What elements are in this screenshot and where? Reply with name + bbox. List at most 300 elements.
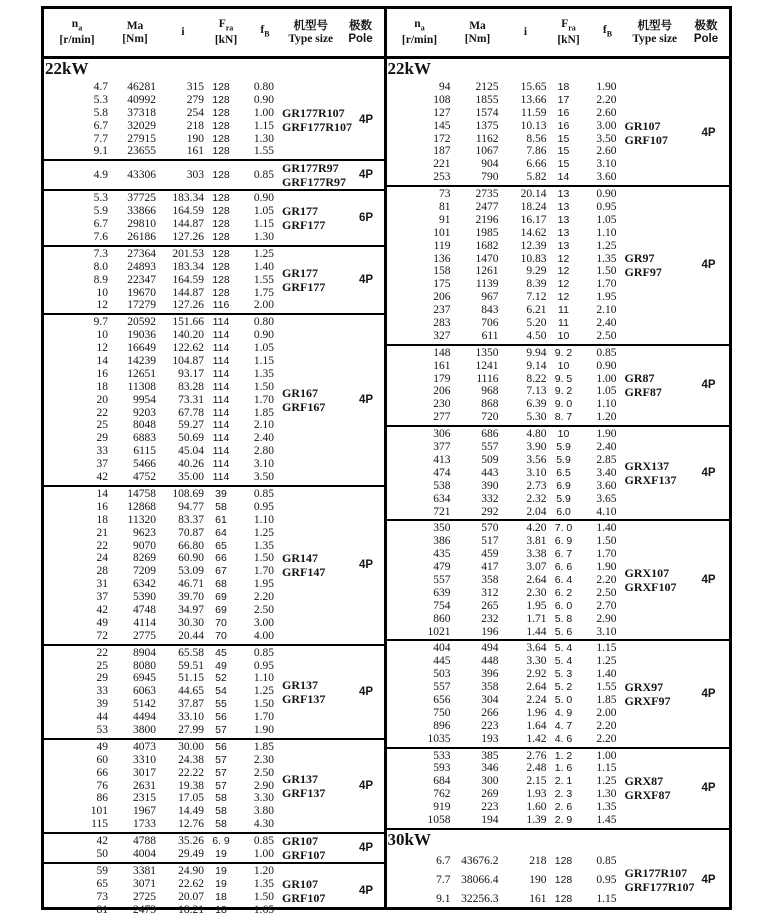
fra-value: 10 (557, 329, 570, 342)
fb-value: 1.50 (253, 890, 274, 903)
spec-group (387, 749, 730, 830)
ma-value: 5466 (133, 458, 156, 471)
na-value: 639 (433, 586, 451, 599)
type-size-line: GRF87 (624, 385, 662, 400)
i-value: 33.10 (178, 711, 204, 724)
i-value: 37.87 (178, 698, 204, 711)
ma-value: 19036 (127, 329, 156, 342)
table-row (387, 548, 621, 561)
fb-value: 1.50 (253, 552, 274, 565)
spec-rows (44, 740, 278, 832)
fb-value: 3.10 (253, 458, 274, 471)
na-value: 28 (96, 565, 108, 578)
ma-value: 4752 (133, 471, 156, 484)
col-header-i: i (523, 26, 528, 38)
type-size-label (621, 119, 689, 147)
ma-value: 358 (481, 681, 499, 694)
ma-value: 1116 (476, 372, 499, 385)
fra-value: 66 (215, 552, 227, 565)
fra-value: 10 (557, 428, 570, 441)
fra-value: 57 (215, 779, 227, 792)
i-value: 15.65 (520, 81, 547, 93)
na-value: 49 (96, 740, 108, 753)
fra-value: 69 (215, 591, 227, 604)
fb-value: 0.90 (253, 192, 274, 205)
fb-value: 1.70 (253, 565, 274, 578)
fra-value: 5. 2 (554, 681, 573, 694)
ma-value: 8269 (133, 552, 156, 565)
ma-value: 37725 (127, 192, 156, 205)
ma-value: 4114 (133, 616, 156, 629)
fra-value: 18 (557, 81, 570, 93)
i-value: 161 (529, 892, 547, 905)
type-size-line: GRX97 (624, 679, 664, 694)
i-value: 10.83 (520, 252, 547, 265)
table-frame (41, 6, 732, 916)
table-row (387, 94, 621, 107)
fra-value: 128 (554, 892, 573, 905)
na-value: 42 (96, 471, 108, 484)
table-row (44, 488, 278, 501)
i-value: 53.09 (178, 565, 204, 578)
fb-value: 1.25 (253, 526, 274, 539)
table-row (44, 848, 278, 861)
fb-value: 1.50 (596, 535, 617, 548)
ma-value: 1682 (475, 239, 499, 252)
table-row (44, 604, 278, 617)
i-value: 279 (186, 93, 204, 106)
fb-value: 2.70 (596, 599, 617, 612)
ma-value: 2315 (133, 792, 156, 805)
fb-value: 1.95 (596, 291, 617, 304)
na-value: 538 (433, 479, 451, 492)
fb-value: 1.15 (253, 355, 274, 368)
fb-value: 1.35 (596, 801, 617, 814)
na-value: 533 (433, 749, 451, 762)
na-value: 684 (433, 775, 451, 788)
fra-value: 5. 6 (554, 625, 573, 638)
table-row (387, 81, 621, 94)
ma-value: 46281 (127, 81, 156, 93)
fra-value: 11 (558, 317, 569, 330)
fra-value: 13 (557, 201, 570, 214)
spec-group (387, 641, 730, 748)
ma-value: 266 (481, 706, 499, 719)
fra-value: 15 (557, 145, 570, 158)
i-value: 190 (529, 873, 547, 886)
pole-label: 4P (701, 467, 716, 480)
fb-value: 0.85 (253, 646, 274, 659)
table-row (387, 522, 621, 535)
type-size-label (621, 680, 689, 708)
i-value: 108.69 (172, 487, 204, 500)
table-row (387, 733, 621, 746)
type-size-line: GRX107 (624, 566, 670, 581)
ma-value: 417 (481, 561, 499, 574)
table-row (44, 527, 278, 540)
i-value: 6.66 (526, 158, 547, 171)
i-value: 201.53 (172, 247, 204, 260)
ma-value: 29810 (127, 218, 156, 231)
ma-value: 3071 (133, 877, 156, 890)
fb-value: 1.85 (253, 406, 274, 419)
na-value: 60 (96, 753, 108, 766)
i-value: 50.69 (178, 432, 204, 445)
fb-value: 0.95 (596, 873, 617, 886)
ma-value: 459 (481, 548, 499, 561)
i-value: 3.81 (526, 535, 547, 548)
column-header-row (387, 9, 730, 59)
table-row (387, 655, 621, 668)
spec-group-inner (387, 749, 730, 828)
fra-value: 18 (215, 890, 227, 903)
table-row (44, 767, 278, 780)
i-value: 1.71 (526, 612, 547, 625)
i-value: 2.30 (526, 586, 547, 599)
i-value: 18.21 (178, 903, 204, 916)
spec-rows (44, 80, 278, 159)
table-row (44, 514, 278, 527)
fra-value: 128 (212, 260, 230, 273)
i-value: 20.14 (520, 188, 547, 201)
table-row (44, 287, 278, 300)
table-row (44, 471, 278, 484)
ma-value: 6063 (133, 685, 156, 698)
i-value: 66.80 (178, 539, 204, 552)
fra-value: 6.5 (556, 466, 571, 479)
pole-label: 4P (701, 782, 716, 795)
pole-label: 4P (358, 394, 374, 407)
pole-label: 4P (701, 874, 716, 887)
table-row (387, 587, 621, 600)
ma-value: 1375 (475, 119, 499, 132)
table-row (387, 694, 621, 707)
na-value: 754 (433, 599, 451, 612)
na-value: 6.7 (93, 119, 108, 132)
table-row (44, 891, 278, 904)
fb-value: 1.90 (596, 428, 617, 441)
table-row (387, 107, 621, 120)
fra-value: 5. 8 (554, 612, 573, 625)
ma-value: 2196 (475, 213, 499, 226)
fra-value: 114 (212, 458, 230, 471)
spec-group (44, 864, 384, 918)
fb-value: 1.05 (253, 205, 274, 218)
na-value: 127 (433, 106, 451, 119)
col-header-fb: $f_B$ (602, 24, 613, 39)
table-row (387, 133, 621, 146)
fb-value: 1.30 (596, 788, 617, 801)
table-row (44, 904, 278, 917)
col-header-ma: Ma [Nm] (464, 19, 491, 45)
na-value: 37 (96, 591, 108, 604)
fra-value: 128 (212, 81, 230, 93)
table-row (44, 355, 278, 368)
na-value: 108 (433, 93, 451, 106)
ma-value: 27364 (127, 247, 156, 260)
table-row (44, 458, 278, 471)
table-row (387, 330, 621, 343)
ma-value: 570 (481, 522, 499, 535)
ma-value: 443 (481, 466, 499, 479)
na-value: 5.3 (93, 192, 108, 205)
spec-group-inner (44, 80, 384, 159)
i-value: 93.17 (178, 367, 204, 380)
na-value: 12 (96, 342, 108, 355)
fb-value: 3.10 (596, 158, 617, 171)
ma-value: 22347 (127, 273, 156, 286)
i-value: 3.38 (526, 548, 547, 561)
table-row (44, 299, 278, 312)
fra-value: 13 (557, 239, 570, 252)
na-value: 73 (96, 890, 108, 903)
ma-value: 6115 (133, 445, 156, 458)
type-size-line: GR107 (282, 834, 318, 849)
spec-rows (387, 641, 621, 746)
fb-value: 1.70 (596, 278, 617, 291)
ma-value: 40992 (127, 93, 156, 106)
ma-value: 4073 (133, 740, 156, 753)
type-size-line: GRF147 (282, 565, 326, 580)
na-value: 404 (433, 642, 451, 655)
col-header-type-size: 机型号 Type size (288, 19, 334, 45)
i-value: 17.05 (178, 792, 204, 805)
table-row (387, 707, 621, 720)
na-value: 33 (96, 685, 108, 698)
i-value: 16.17 (520, 213, 547, 226)
ma-value: 196 (481, 625, 499, 638)
pole-label: 4P (358, 842, 374, 855)
i-value: 4.20 (526, 522, 547, 535)
fb-value: 1.40 (596, 522, 617, 535)
fra-value: 64 (215, 526, 227, 539)
i-value: 1.93 (526, 788, 547, 801)
na-value: 175 (433, 278, 451, 291)
na-value: 49 (96, 616, 108, 629)
type-size-line: GRXF137 (624, 473, 677, 488)
i-value: 5.20 (526, 317, 547, 330)
fb-value: 0.85 (253, 487, 274, 500)
fb-value: 1.30 (253, 231, 274, 244)
ma-value: 843 (481, 304, 499, 317)
ma-value: 1985 (475, 226, 499, 239)
left-half-content (44, 59, 384, 918)
fb-value: 1.00 (253, 106, 274, 119)
i-value: 8.22 (526, 372, 547, 385)
type-size-line: GRF107 (624, 132, 668, 147)
i-value: 104.87 (172, 355, 204, 368)
table-row (44, 672, 278, 685)
table-row (387, 188, 621, 201)
table-row (387, 145, 621, 158)
fra-value: 6. 2 (554, 586, 573, 599)
ma-value: 385 (481, 749, 499, 762)
table-row (44, 835, 278, 848)
ma-value: 9623 (133, 526, 156, 539)
ma-value: 11320 (127, 513, 156, 526)
fb-value: 4.10 (596, 505, 617, 518)
fra-value: 12 (557, 252, 570, 265)
na-value: 39 (96, 698, 108, 711)
ma-value: 332 (481, 492, 499, 505)
table-row (44, 368, 278, 381)
i-value: 40.26 (178, 458, 204, 471)
na-value: 206 (433, 291, 451, 304)
i-value: 218 (529, 854, 547, 867)
i-value: 65.58 (178, 646, 204, 659)
i-value: 127.26 (172, 231, 204, 244)
ma-value: 4748 (133, 603, 156, 616)
table-row (44, 81, 278, 94)
ma-value: 32256.3 (461, 892, 499, 905)
table-row (44, 711, 278, 724)
na-value: 66 (96, 766, 108, 779)
fra-value: 6. 9 (212, 835, 230, 848)
i-value: 19.38 (178, 779, 204, 792)
fb-value: 1.50 (253, 380, 274, 393)
fb-value: 1.15 (596, 642, 617, 655)
spec-rows (44, 487, 278, 644)
spec-group-inner (387, 521, 730, 639)
table-row (387, 214, 621, 227)
ma-value: 32029 (127, 119, 156, 132)
na-value: 8.0 (93, 260, 108, 273)
na-value: 656 (433, 693, 451, 706)
i-value: 83.37 (178, 513, 204, 526)
table-row (44, 501, 278, 514)
ma-value: 8080 (133, 659, 156, 672)
spec-group (44, 161, 384, 191)
fb-value: 2.20 (596, 732, 617, 745)
ma-value: 19670 (127, 286, 156, 299)
fra-value: 18 (215, 903, 227, 916)
type-size-label (278, 551, 346, 579)
fb-value: 1.65 (253, 903, 274, 916)
na-value: 16 (96, 367, 108, 380)
table-row (44, 218, 278, 231)
fra-value: 114 (212, 419, 230, 432)
i-value: 122.62 (172, 342, 204, 355)
i-value: 3.64 (526, 642, 547, 655)
table-row (387, 467, 621, 480)
na-value: 101 (433, 226, 451, 239)
na-value: 283 (433, 317, 451, 330)
fb-value: 0.95 (596, 201, 617, 214)
i-value: 144.87 (172, 286, 204, 299)
na-value: 221 (433, 158, 451, 171)
i-value: 2.76 (526, 749, 547, 762)
table-row (387, 265, 621, 278)
table-row (387, 642, 621, 655)
fb-value: 3.50 (596, 132, 617, 145)
na-value: 81 (439, 201, 451, 214)
ma-value: 3017 (133, 766, 156, 779)
table-row (387, 561, 621, 574)
na-value: 7.7 (93, 132, 108, 145)
ma-value: 346 (481, 762, 499, 775)
table-row (387, 775, 621, 788)
i-value: 24.90 (178, 865, 204, 878)
ma-value: 232 (481, 612, 499, 625)
i-value: 7.13 (526, 385, 547, 398)
i-value: 24.38 (178, 753, 204, 766)
type-size-line: GR137 (282, 677, 318, 692)
fb-value: 3.60 (596, 479, 617, 492)
na-value: 91 (439, 213, 451, 226)
fra-value: 6.9 (556, 479, 571, 492)
fra-value: 58 (215, 805, 227, 818)
table-row (387, 240, 621, 253)
na-value: 72 (96, 629, 108, 642)
fb-value: 1.75 (253, 286, 274, 299)
fra-value: 16 (557, 106, 570, 119)
na-value: 50 (96, 848, 108, 861)
fb-value: 2.20 (596, 573, 617, 586)
section-title: 22kW (387, 59, 431, 78)
ma-value: 2477 (475, 201, 499, 214)
table-row (387, 801, 621, 814)
fra-value: 5.9 (556, 492, 571, 505)
na-value: 237 (433, 304, 451, 317)
fb-value: 0.85 (596, 346, 617, 359)
fb-value: 2.40 (596, 441, 617, 454)
fb-value: 0.80 (253, 81, 274, 93)
fb-value: 1.05 (253, 342, 274, 355)
fra-value: 6. 6 (554, 561, 573, 574)
fra-value: 58 (215, 500, 227, 513)
fra-value: 7. 0 (554, 522, 573, 535)
na-value: 1035 (427, 732, 451, 745)
spec-group-inner (44, 487, 384, 644)
table-row (44, 565, 278, 578)
pole-label: 4P (358, 559, 374, 572)
ma-value: 904 (481, 158, 499, 171)
table-row (387, 317, 621, 330)
spec-group-inner (44, 834, 384, 862)
ma-value: 448 (481, 655, 499, 668)
fra-value: 55 (215, 698, 227, 711)
spec-rows (44, 247, 278, 313)
type-size-line: GRF107 (282, 848, 326, 863)
fra-value: 56 (215, 740, 227, 753)
fb-value: 0.95 (253, 659, 274, 672)
table-row (44, 419, 278, 432)
table-row (44, 192, 278, 205)
fra-value: 2. 6 (554, 801, 573, 814)
type-size-label (621, 566, 689, 594)
na-value: 474 (433, 466, 451, 479)
i-value: 3.07 (526, 561, 547, 574)
fb-value: 1.10 (253, 672, 274, 685)
fra-value: 57 (215, 753, 227, 766)
i-value: 7.12 (526, 291, 547, 304)
table-row (44, 578, 278, 591)
ma-value: 2725 (133, 890, 156, 903)
ma-value: 1574 (475, 106, 499, 119)
na-value: 4.9 (93, 168, 108, 181)
na-value: 31 (96, 578, 108, 591)
na-value: 479 (433, 561, 451, 574)
fra-value: 114 (212, 445, 230, 458)
table-row (44, 316, 278, 329)
spec-rows (387, 80, 621, 185)
ma-value: 2775 (133, 629, 156, 642)
fra-value: 114 (212, 342, 230, 355)
fra-value: 1. 6 (554, 762, 573, 775)
i-value: 4.80 (526, 428, 547, 441)
spec-group-inner (387, 80, 730, 185)
fb-value: 3.50 (253, 471, 274, 484)
